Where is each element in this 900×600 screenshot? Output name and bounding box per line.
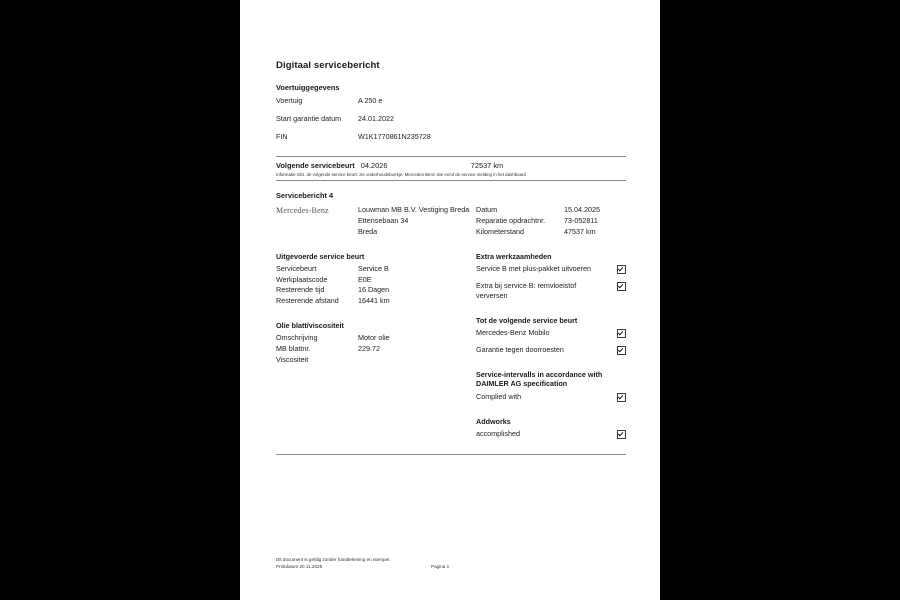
vehicle-row-voertuig-value: A 250 e — [358, 96, 383, 105]
document-page — [240, 0, 660, 600]
until-next-service-heading: Tot de volgende service beurt — [476, 316, 578, 326]
until-next-service-item-mobilo — [476, 328, 626, 339]
until-next-service-item-mobilo-label: Mercedes-Benz Mobilo — [476, 328, 550, 338]
report-meta-row-datum — [476, 205, 626, 216]
performed-service-remaining-distance-label: Resterende afstand — [276, 296, 339, 306]
service-report-heading: Servicebericht 4 — [276, 191, 334, 201]
next-service-label: Volgende servicebeurt — [276, 161, 355, 171]
divider-bottom — [276, 454, 626, 455]
oil-description-value: Motor olie — [358, 332, 390, 342]
oil-block — [276, 321, 476, 365]
addworks-block — [476, 417, 626, 440]
report-meta-order-label: Reparatie opdrachtnr. — [476, 216, 546, 226]
page-title: Digitaal servicebericht — [276, 60, 380, 71]
vehicle-row-fin-value: W1K1770861N235728 — [358, 131, 431, 141]
performed-service-row-servicebeurt — [276, 264, 476, 275]
performed-service-remaining-distance-value: 16441 km — [358, 296, 390, 306]
performed-service-heading: Uitgevoerde service beurt — [276, 251, 365, 261]
service-intervals-block — [476, 370, 626, 403]
vehicle-row-voertuig-label: Voertuig — [276, 96, 303, 105]
report-meta-row-order — [476, 216, 626, 227]
oil-viscosity-value — [358, 355, 476, 366]
extra-work-item-plus-package — [476, 264, 626, 275]
checkbox-checked-icon[interactable] — [617, 265, 626, 274]
vehicle-row-voertuig — [276, 96, 626, 107]
dealer-address — [358, 205, 476, 237]
divider-below-next-service — [276, 180, 626, 181]
details-right-column — [476, 252, 626, 454]
vehicle-row-fin — [276, 132, 626, 143]
extra-work-item-brake-fluid-label: Extra bij service B: remvloeistof verversen — [476, 280, 577, 301]
report-meta-row-mileage — [476, 227, 626, 238]
performed-service-block — [276, 252, 476, 307]
performed-service-servicebeurt-value: Service B — [358, 263, 389, 273]
vehicle-row-warranty-start-value: 24.01.2022 — [358, 113, 394, 123]
extra-work-item-plus-package-label: Service B met plus-pakket uitvoeren — [476, 263, 592, 273]
service-intervals-heading: Service-intervalls in accordance with DAIMLER AG specification — [476, 369, 603, 389]
details-left-column — [276, 252, 476, 454]
dealer-address-line-3: Breda — [358, 226, 378, 236]
dealer-address-line-1: Louwman MB B.V. Vestiging Breda — [358, 205, 470, 215]
performed-service-row-remaining-time — [276, 285, 476, 296]
report-meta-order-value: 73-052811 — [564, 216, 598, 226]
service-intervals-item-complied — [476, 392, 626, 403]
oil-sheet-number-label: MB blattnr. — [276, 343, 311, 353]
oil-description-label: Omschrijving — [276, 332, 318, 342]
document-content — [276, 60, 626, 455]
vehicle-row-warranty-start-label: Start garantie datum — [276, 113, 342, 123]
vehicle-row-warranty-start — [276, 114, 626, 125]
oil-row-description — [276, 333, 476, 344]
performed-service-remaining-time-label: Resterende tijd — [276, 285, 325, 295]
oil-heading: Olie blatt/viscositeit — [276, 320, 344, 330]
dealer-address-line-2: Ettensebaan 34 — [358, 216, 409, 226]
vehicle-data-heading: Voertuiggegevens — [276, 83, 340, 92]
checkbox-checked-icon[interactable] — [617, 393, 626, 402]
performed-service-row-workshopcode — [276, 275, 476, 286]
until-next-service-item-rust-warranty-label: Garantie tegen doorroesten — [476, 344, 564, 354]
oil-row-sheet-number — [276, 344, 476, 355]
next-service-section — [276, 157, 626, 180]
performed-service-row-remaining-distance — [276, 296, 476, 307]
report-meta-datum-value: 15.04.2025 — [564, 205, 600, 215]
dealer-block — [276, 205, 626, 237]
checkbox-checked-icon[interactable] — [617, 346, 626, 355]
vehicle-data-section — [276, 83, 626, 142]
footer-validity-note: Dit document is geldig zonder handtekening en stempel. — [276, 557, 391, 562]
until-next-service-item-rust-warranty — [476, 345, 626, 356]
extra-work-item-brake-fluid — [476, 281, 626, 303]
oil-viscosity-label: Viscositeit — [276, 354, 309, 364]
mercedes-benz-logo: Mercedes-Benz — [276, 206, 329, 216]
footer-print-date: Printdatum 20.11.2025 — [276, 564, 323, 570]
report-meta-datum-label: Datum — [476, 205, 498, 215]
addworks-item-accomplished — [476, 429, 626, 440]
next-service-fineprint: Informatie mbt. de volgende service beurt: zie onderhoudsboekje, Mercedes Benz site en/of de service melding in het dashboard — [276, 172, 526, 178]
performed-service-workshopcode-value: E0E — [358, 274, 372, 284]
extra-work-block — [476, 252, 626, 302]
oil-sheet-number-value: 229.72 — [358, 343, 380, 353]
next-service-row — [276, 161, 626, 170]
report-meta-mileage-value: 47537 km — [564, 226, 596, 236]
performed-service-servicebeurt-label: Servicebeurt — [276, 263, 317, 273]
next-service-date: 04.2026 — [360, 161, 388, 171]
performed-service-remaining-time-value: 16 Dagen — [358, 285, 390, 295]
details-columns — [276, 252, 626, 454]
extra-work-heading: Extra werkzaamheden — [476, 251, 552, 261]
service-intervals-item-complied-label: Complied with — [476, 392, 522, 402]
checkbox-checked-icon[interactable] — [617, 430, 626, 439]
addworks-heading: Addworks — [476, 416, 511, 426]
performed-service-workshopcode-label: Werkplaatscode — [276, 274, 328, 284]
next-service-mileage: 72537 km — [470, 161, 504, 171]
report-meta — [476, 205, 626, 237]
oil-row-viscosity — [276, 355, 476, 366]
report-meta-mileage-label: Kilometerstand — [476, 226, 524, 236]
footer-bottom-row — [276, 563, 626, 570]
until-next-service-block — [476, 316, 626, 356]
vehicle-row-fin-label: FIN — [276, 131, 288, 141]
page-footer — [276, 556, 626, 571]
checkbox-checked-icon[interactable] — [617, 329, 626, 338]
checkbox-checked-icon[interactable] — [617, 282, 626, 291]
addworks-item-accomplished-label: accomplished — [476, 428, 520, 438]
footer-page-number: Pagina 1 — [431, 564, 450, 570]
